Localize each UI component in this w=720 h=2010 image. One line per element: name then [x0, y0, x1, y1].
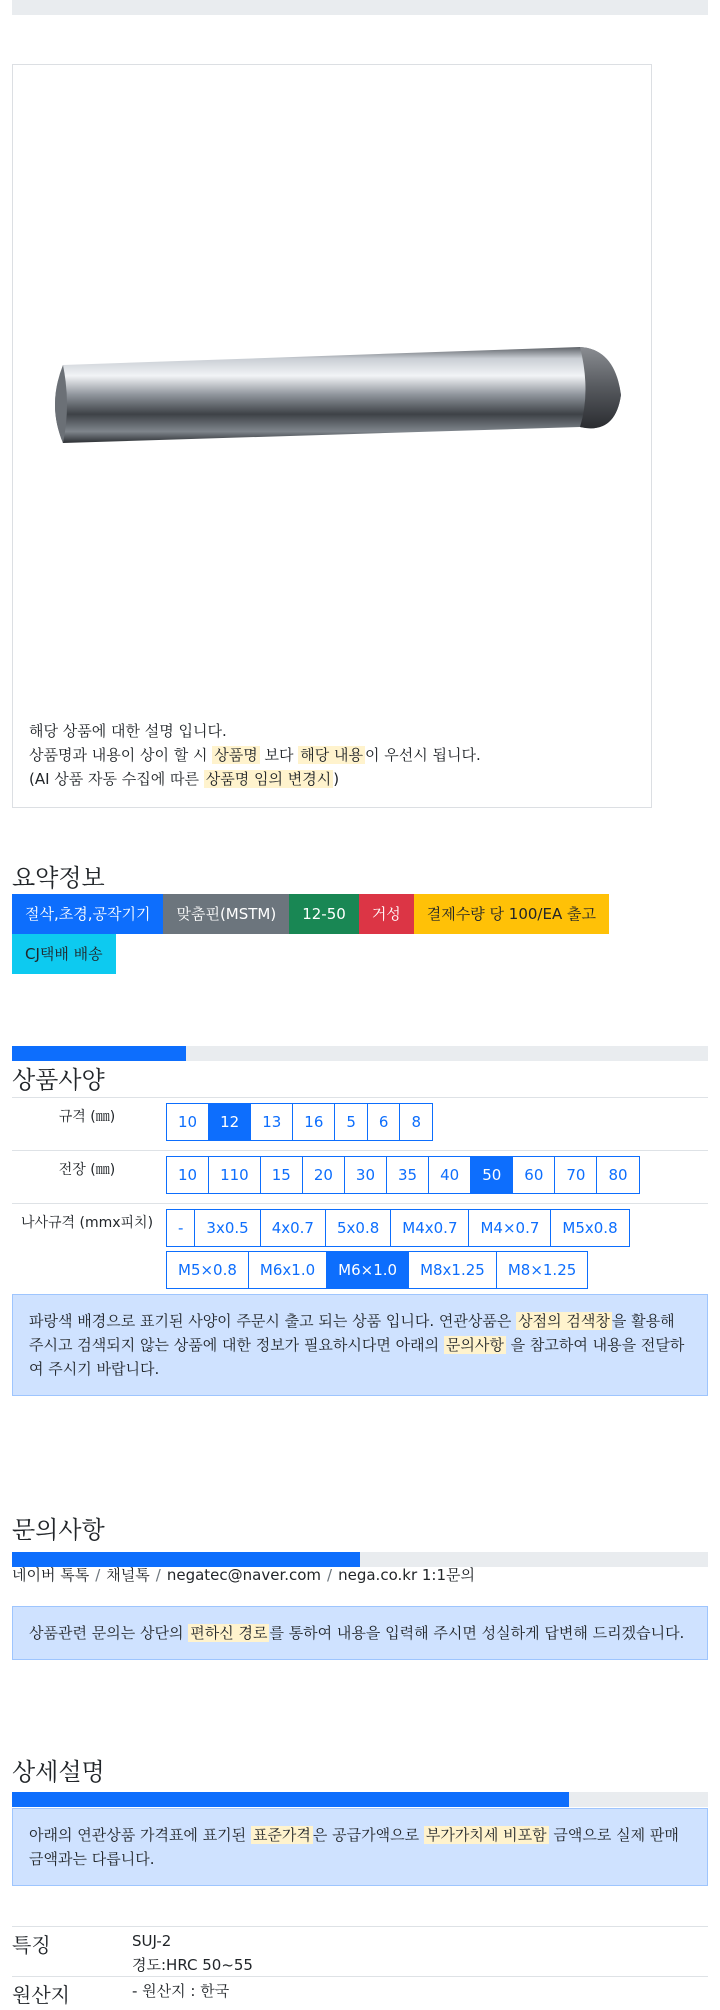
summary-badges	[12, 894, 652, 974]
detail-value: - 원산지 : 한국	[132, 1982, 230, 2000]
detail-row	[12, 1926, 708, 1974]
top-progress-bar	[12, 0, 708, 15]
spec-option-button[interactable]: 4x0.7	[260, 1209, 326, 1247]
detail-key: 원산지	[12, 1983, 70, 2007]
spec-option-button[interactable]: 110	[208, 1156, 261, 1194]
notice-text: 금액으로 실제 판매금액과는 다릅니다.	[29, 1826, 679, 1868]
notice-text: 보다	[259, 746, 299, 764]
contact-link[interactable]: 네이버 톡톡	[12, 1566, 90, 1584]
highlighted-text: 표준가격	[252, 1826, 311, 1844]
spec-option-button[interactable]: M6×1.0	[326, 1251, 409, 1289]
spec-option-button[interactable]: 20	[302, 1156, 345, 1194]
contact-separator: /	[155, 1566, 161, 1584]
spec-option-button[interactable]: 5x0.8	[325, 1209, 391, 1247]
notice-text: 을 활용해 주시고 검색되지 않는 상품에 대한 정보가 필요하시다면 아래의	[29, 1312, 675, 1354]
highlighted-text: 해당 내용	[300, 746, 363, 764]
contact-link[interactable]: nega.co.kr 1:1문의	[338, 1566, 475, 1584]
notice-text: )	[333, 770, 340, 788]
summary-badge: 맞춤핀(MSTM)	[163, 894, 289, 934]
description-line	[29, 767, 481, 791]
spec-row	[12, 1204, 708, 1299]
details-notice	[12, 1808, 708, 1886]
highlighted-text: 상점의 검색창	[518, 1312, 610, 1330]
spec-option-button[interactable]: M4×0.7	[468, 1209, 551, 1247]
detail-value: 경도:HRC 50~55	[132, 1956, 253, 1974]
product-image-card	[12, 64, 652, 808]
product-image	[35, 295, 635, 495]
spec-option-button[interactable]: 6	[367, 1103, 401, 1141]
inquiry-notice	[12, 1606, 708, 1660]
inquiry-title: 문의사항	[12, 1516, 105, 1544]
details-progress	[12, 1792, 708, 1807]
notice-text: 상품명과 내용이 상이 할 시	[29, 746, 213, 764]
spec-label: 나사규격 (mmx피치)	[12, 1204, 162, 1299]
spec-option-button[interactable]: 12	[208, 1103, 251, 1141]
spec-table	[12, 1097, 708, 1299]
specs-notice	[12, 1294, 708, 1396]
spec-option-button[interactable]: M5x0.8	[550, 1209, 629, 1247]
spec-option-button[interactable]: 16	[292, 1103, 335, 1141]
notice-text: 은 공급가액으로	[312, 1826, 424, 1844]
highlighted-text: 편하신 경로	[190, 1624, 268, 1642]
spec-option-button[interactable]: 8	[399, 1103, 433, 1141]
spec-option-button[interactable]: M4x0.7	[390, 1209, 469, 1247]
summary-badge: 절삭,초경,공작기기	[12, 894, 163, 934]
spec-label: 전장 (㎜)	[12, 1151, 162, 1204]
notice-text: 이 우선시 됩니다.	[364, 746, 481, 764]
spec-option-button[interactable]: M6x1.0	[248, 1251, 327, 1289]
summary-badge: 12-50	[289, 894, 359, 934]
notice-text: 해당 상품에 대한 설명 입니다.	[29, 722, 227, 740]
spec-option-button[interactable]: 10	[166, 1156, 209, 1194]
highlighted-text: 상품명	[214, 746, 258, 764]
spec-option-button[interactable]: 30	[344, 1156, 387, 1194]
specs-title: 상품사양	[12, 1066, 105, 1094]
specs-progress-fill	[12, 1046, 186, 1061]
spec-option-button[interactable]: 13	[250, 1103, 293, 1141]
detail-row	[12, 1976, 708, 2007]
notice-text: (AI 상품 자동 수집에 따른	[29, 770, 204, 788]
notice-text: 상품관련 문의는 상단의	[29, 1624, 189, 1642]
notice-text: 파랑색 배경으로 표기된 사양이 주문시 출고 되는 상품 입니다. 연관상품은	[29, 1312, 517, 1330]
spec-option-button[interactable]: -	[166, 1209, 195, 1247]
highlighted-text: 문의사항	[445, 1336, 504, 1354]
detail-key: 특징	[12, 1933, 51, 1957]
spec-option-button[interactable]: 40	[428, 1156, 471, 1194]
product-description	[29, 719, 481, 791]
spec-option-button[interactable]: 15	[260, 1156, 303, 1194]
spec-option-button[interactable]: 70	[554, 1156, 597, 1194]
spec-option-button[interactable]: 80	[596, 1156, 639, 1194]
contact-links	[12, 1564, 475, 1585]
details-progress-fill	[12, 1792, 569, 1807]
description-line	[29, 719, 481, 743]
contact-link[interactable]: negatec@naver.com	[166, 1566, 322, 1584]
spec-option-button[interactable]: M8x1.25	[408, 1251, 497, 1289]
spec-row	[12, 1151, 708, 1204]
summary-badge: 결제수량 당 100/EA 출고	[414, 894, 609, 934]
contact-separator: /	[327, 1566, 333, 1584]
description-line	[29, 743, 481, 767]
spec-option-button[interactable]: 5	[334, 1103, 368, 1141]
detail-value: SUJ-2	[132, 1932, 172, 1950]
summary-title: 요약정보	[12, 864, 105, 892]
spec-row	[12, 1098, 708, 1151]
specs-progress	[12, 1046, 708, 1061]
highlighted-text: 상품명 임의 변경시	[205, 770, 332, 788]
notice-text: 를 통하여 내용을 입력해 주시면 성실하게 답변해 드리겠습니다.	[269, 1624, 685, 1642]
spec-option-button[interactable]: 3x0.5	[194, 1209, 260, 1247]
contact-link[interactable]: 채널톡	[106, 1566, 150, 1584]
spec-option-button[interactable]: 60	[512, 1156, 555, 1194]
details-title: 상세설명	[12, 1758, 105, 1786]
spec-option-button[interactable]: 10	[166, 1103, 209, 1141]
notice-text: 을 참고하여 내용을 전달하여 주시기 바랍니다.	[29, 1336, 685, 1378]
spec-option-button[interactable]: 35	[386, 1156, 429, 1194]
highlighted-text: 부가가치세 비포함	[425, 1826, 547, 1844]
summary-badge: CJ택배 배송	[12, 934, 116, 974]
summary-badge: 거성	[359, 894, 414, 934]
spec-label: 규격 (㎜)	[12, 1098, 162, 1151]
notice-text: 아래의 연관상품 가격표에 표기된	[29, 1826, 251, 1844]
spec-option-button[interactable]: M8×1.25	[496, 1251, 588, 1289]
contact-separator: /	[95, 1566, 101, 1584]
spec-option-button[interactable]: 50	[470, 1156, 513, 1194]
spec-option-button[interactable]: M5×0.8	[166, 1251, 249, 1289]
